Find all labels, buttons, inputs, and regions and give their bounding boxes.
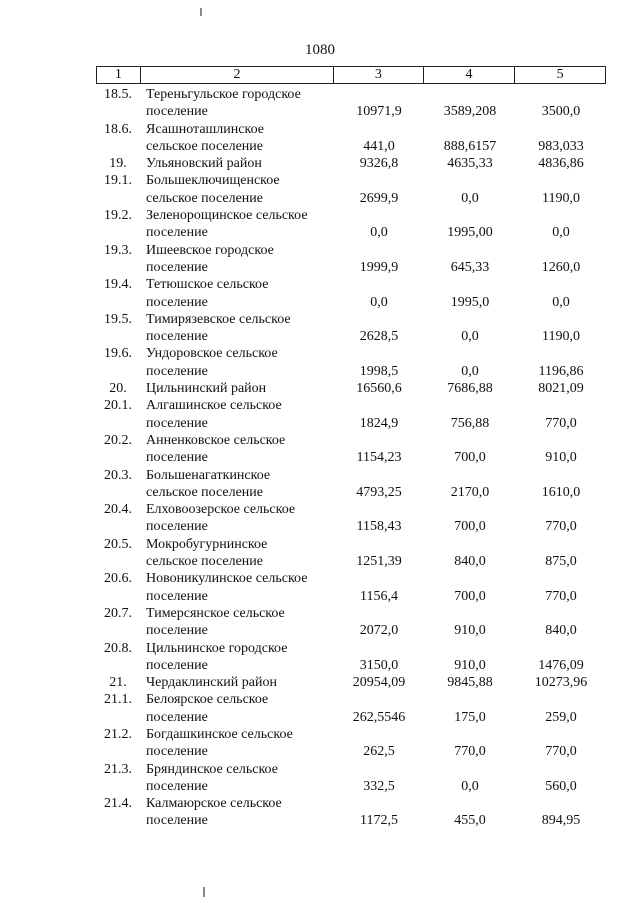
value-text: 1476,09 [538,657,584,673]
row-name-line: поселение [146,709,208,725]
row-name-line: поселение [146,363,208,379]
row-name [140,345,334,380]
row-value-col-3 [334,172,424,207]
row-value-col-3 [334,726,424,761]
value-text: 175,0 [454,709,486,725]
value-text: 560,0 [545,778,577,794]
value-text: 770,0 [545,588,577,604]
row-value-col-5 [516,155,606,172]
value-text: 910,0 [545,450,577,466]
value-text: 332,5 [363,778,395,794]
value-text: 2699,9 [359,190,399,206]
row-number: 20.1. [104,398,132,414]
value-text: 4793,25 [356,484,402,500]
value-text: 9326,8 [359,156,399,172]
value-text: 2628,5 [359,329,399,345]
table-row [96,155,606,172]
value-text: 840,0 [454,554,486,570]
value-text: 259,0 [545,709,577,725]
row-value-col-5 [516,795,606,830]
row-value-col-5 [516,501,606,536]
row-value-col-4 [424,86,516,121]
row-name-line: поселение [146,519,208,535]
row-name [140,155,334,172]
table-row [96,467,606,502]
value-text: 1251,39 [356,554,402,570]
row-name-line: Тетюшское сельское [146,277,269,293]
value-text: 455,0 [454,813,486,829]
row-number: 21. [109,675,127,691]
row-number: 20.6. [104,571,132,587]
row-name [140,674,334,691]
value-text: 0,0 [461,190,479,206]
row-value-col-5 [516,691,606,726]
row-value-col-5 [516,761,606,796]
row-value-col-3 [334,86,424,121]
table-row [96,761,606,796]
row-number: 19.5. [104,311,132,327]
value-text: 0,0 [370,225,388,241]
row-name-line: Мокробугурнинское [146,536,268,552]
row-value-col-4 [424,570,516,605]
row-name-line: поселение [146,744,208,760]
row-number: 20.4. [104,502,132,518]
table-row [96,536,606,571]
row-value-col-3 [334,242,424,277]
row-name-line: поселение [146,588,208,604]
table-row [96,311,606,346]
row-value-col-3 [334,640,424,675]
table-row [96,276,606,311]
value-text: 1158,43 [356,519,402,535]
value-text: 770,0 [545,519,577,535]
row-value-col-4 [424,155,516,172]
row-value-col-5 [516,570,606,605]
value-text: 3589,208 [443,104,497,120]
value-text: 1196,86 [538,363,584,379]
value-text: 2170,0 [450,484,490,500]
row-name-line: поселение [146,623,208,639]
table-row [96,172,606,207]
row-value-col-5 [516,674,606,691]
row-name [140,570,334,605]
table-row [96,86,606,121]
value-text: 0,0 [461,363,479,379]
value-text: 2072,0 [359,623,399,639]
row-name-line: поселение [146,329,208,345]
value-text: 3150,0 [359,657,399,673]
row-name-line: поселение [146,813,208,829]
row-value-col-3 [334,276,424,311]
row-name-line: Тимерсянское сельское [146,605,285,621]
row-value-col-5 [516,242,606,277]
row-value-col-3 [334,691,424,726]
row-number: 21.4. [104,796,132,812]
row-value-col-3 [334,501,424,536]
row-value-col-5 [516,640,606,675]
value-text: 441,0 [363,138,395,154]
value-text: 1156,4 [360,588,398,604]
row-value-col-4 [424,242,516,277]
table-row [96,795,606,830]
row-name [140,536,334,571]
row-name-line: поселение [146,415,208,431]
row-value-col-4 [424,691,516,726]
header-col-5: 5 [556,67,564,82]
row-name [140,691,334,726]
value-text: 770,0 [545,415,577,431]
row-name-line: поселение [146,657,208,673]
table-row [96,570,606,605]
row-value-col-5 [516,172,606,207]
row-number: 19. [109,156,127,172]
row-name [140,207,334,242]
row-value-col-5 [516,397,606,432]
value-text: 700,0 [454,519,486,535]
row-name-line: Цильнинское городское [146,640,288,656]
row-value-col-4 [424,674,516,691]
value-text: 1998,5 [359,363,399,379]
row-value-col-5 [516,311,606,346]
row-name-line: Богдашкинское сельское [146,726,293,742]
row-name [140,761,334,796]
value-text: 756,88 [450,415,490,431]
row-value-col-3 [334,207,424,242]
row-value-col-3 [334,761,424,796]
row-value-col-3 [334,432,424,467]
row-number: 20. [109,381,127,397]
row-value-col-4 [424,207,516,242]
value-text: 0,0 [370,294,388,310]
value-text: 0,0 [461,778,479,794]
table-row [96,380,606,397]
row-name-line: Елховоозерское сельское [146,502,296,518]
row-value-col-3 [334,570,424,605]
row-name-line: поселение [146,225,208,241]
header-col-2: 2 [141,67,334,83]
row-name-line: Бряндинское сельское [146,761,278,777]
row-value-col-4 [424,172,516,207]
row-name-line: сельское поселение [146,190,263,206]
row-number: 20.7. [104,605,132,621]
row-value-col-4 [424,761,516,796]
table-header [96,66,606,84]
row-number: 19.6. [104,346,132,362]
row-number: 21.1. [104,692,132,708]
row-name [140,397,334,432]
value-text: 3500,0 [541,104,581,120]
value-text: 888,6157 [443,138,497,154]
row-number: 19.1. [104,173,132,189]
value-text: 645,33 [450,259,490,275]
row-name [140,432,334,467]
table-row [96,640,606,675]
row-name-line: сельское поселение [146,484,263,500]
row-name [140,276,334,311]
row-value-col-3 [334,311,424,346]
row-value-col-4 [424,121,516,156]
row-value-col-3 [334,467,424,502]
row-value-col-4 [424,432,516,467]
row-value-col-3 [334,397,424,432]
row-value-col-5 [516,432,606,467]
value-text: 4635,33 [447,156,493,172]
row-name-line: Ясашноташлинское [146,121,264,137]
row-value-col-4 [424,276,516,311]
value-text: 0,0 [461,329,479,345]
row-value-col-4 [424,311,516,346]
value-text: 8021,09 [538,381,584,397]
row-name-line: Белоярское сельское [146,692,269,708]
row-name [140,172,334,207]
row-value-col-4 [424,795,516,830]
header-col-4: 4 [424,67,516,83]
value-text: 262,5546 [352,709,406,725]
row-value-col-5 [516,121,606,156]
row-value-col-4 [424,605,516,640]
value-text: 10273,96 [534,675,588,691]
row-name-line: Цильнинский район [146,381,267,397]
row-value-col-3 [334,380,424,397]
row-value-col-4 [424,501,516,536]
row-name-line: сельское поселение [146,554,263,570]
row-name [140,242,334,277]
row-value-col-5 [516,276,606,311]
table-row [96,432,606,467]
value-text: 4836,86 [538,156,584,172]
row-value-col-4 [424,536,516,571]
row-name-line: Анненковское сельское [146,432,286,448]
row-name [140,86,334,121]
row-name-line: Зеленорощинское сельское [146,208,308,224]
row-value-col-3 [334,121,424,156]
value-text: 910,0 [454,623,486,639]
row-value-col-5 [516,380,606,397]
row-name-line: Новоникулинское сельское [146,571,308,587]
row-value-col-3 [334,795,424,830]
row-value-col-3 [334,155,424,172]
row-value-col-5 [516,605,606,640]
value-text: 1995,00 [447,225,493,241]
row-value-col-4 [424,380,516,397]
value-text: 1172,5 [360,813,398,829]
row-name [140,640,334,675]
row-name-line: Алгашинское сельское [146,398,282,414]
table-row [96,726,606,761]
value-text: 16560,6 [356,381,402,397]
row-value-col-3 [334,605,424,640]
value-text: 1260,0 [541,259,581,275]
row-name-line: Большеключищенское [146,173,280,189]
value-text: 910,0 [454,657,486,673]
value-text: 770,0 [545,744,577,760]
row-name-line: Тимирязевское сельское [146,311,291,327]
row-value-col-5 [516,467,606,502]
row-name [140,311,334,346]
row-name-line: Большенагаткинское [146,467,271,483]
row-name [140,501,334,536]
row-name-line: поселение [146,104,208,120]
row-number: 20.3. [104,467,132,483]
row-number: 20.8. [104,640,132,656]
row-name [140,726,334,761]
row-number: 20.2. [104,432,132,448]
value-text: 1995,0 [450,294,490,310]
value-text: 10971,9 [356,104,402,120]
table-row [96,207,606,242]
row-name [140,121,334,156]
row-value-col-3 [334,674,424,691]
row-number: 19.3. [104,242,132,258]
row-name-line: поселение [146,450,208,466]
value-text: 0,0 [552,294,570,310]
row-name-line: Ишеевское городское [146,242,274,258]
table-row [96,397,606,432]
row-name [140,467,334,502]
row-value-col-3 [334,345,424,380]
value-text: 0,0 [552,225,570,241]
value-text: 894,95 [541,813,581,829]
table-row [96,121,606,156]
row-number: 18.5. [104,87,132,102]
value-text: 983,033 [538,138,584,154]
row-name-line: Чердаклинский район [146,675,277,691]
table-body [96,86,606,830]
value-text: 9845,88 [447,675,493,691]
scan-mark [203,887,205,897]
row-value-col-4 [424,640,516,675]
row-name-line: поселение [146,294,208,310]
row-value-col-5 [516,86,606,121]
row-number: 18.6. [104,121,132,137]
header-col-1: 1 [97,67,141,83]
value-text: 20954,09 [352,675,406,691]
value-text: 770,0 [454,744,486,760]
table-row [96,605,606,640]
row-value-col-5 [516,726,606,761]
row-number: 20.5. [104,536,132,552]
row-name-line: Ульяновский район [146,156,262,172]
row-number: 19.4. [104,277,132,293]
value-text: 840,0 [545,623,577,639]
row-value-col-4 [424,345,516,380]
row-name-line: сельское поселение [146,138,263,154]
row-value-col-3 [334,536,424,571]
row-name [140,380,334,397]
row-value-col-5 [516,345,606,380]
row-value-col-4 [424,467,516,502]
value-text: 1610,0 [541,484,581,500]
value-text: 7686,88 [447,381,493,397]
row-name-line: поселение [146,259,208,275]
row-name [140,795,334,830]
value-text: 700,0 [454,588,486,604]
value-text: 875,0 [545,554,577,570]
value-text: 1154,23 [356,450,402,466]
row-name-line: Ундоровское сельское [146,346,278,362]
row-name-line: Калмаюрское сельское [146,796,282,812]
value-text: 1190,0 [542,190,580,206]
value-text: 700,0 [454,450,486,466]
value-text: 1824,9 [359,415,399,431]
row-name-line: поселение [146,778,208,794]
value-text: 262,5 [363,744,395,760]
row-number: 19.2. [104,208,132,224]
row-value-col-4 [424,397,516,432]
scan-mark [200,8,202,16]
table-row [96,345,606,380]
row-value-col-5 [516,207,606,242]
table-row [96,674,606,691]
value-text: 1999,9 [359,259,399,275]
value-text: 1190,0 [542,329,580,345]
row-value-col-4 [424,726,516,761]
table-row [96,691,606,726]
table-row [96,242,606,277]
row-number: 21.2. [104,726,132,742]
page-number: 1080 [305,42,335,58]
header-col-3: 3 [334,67,424,83]
row-name-line: Тереньгульское городское [146,87,301,102]
row-name [140,605,334,640]
table-row [96,501,606,536]
row-value-col-5 [516,536,606,571]
row-number: 21.3. [104,761,132,777]
